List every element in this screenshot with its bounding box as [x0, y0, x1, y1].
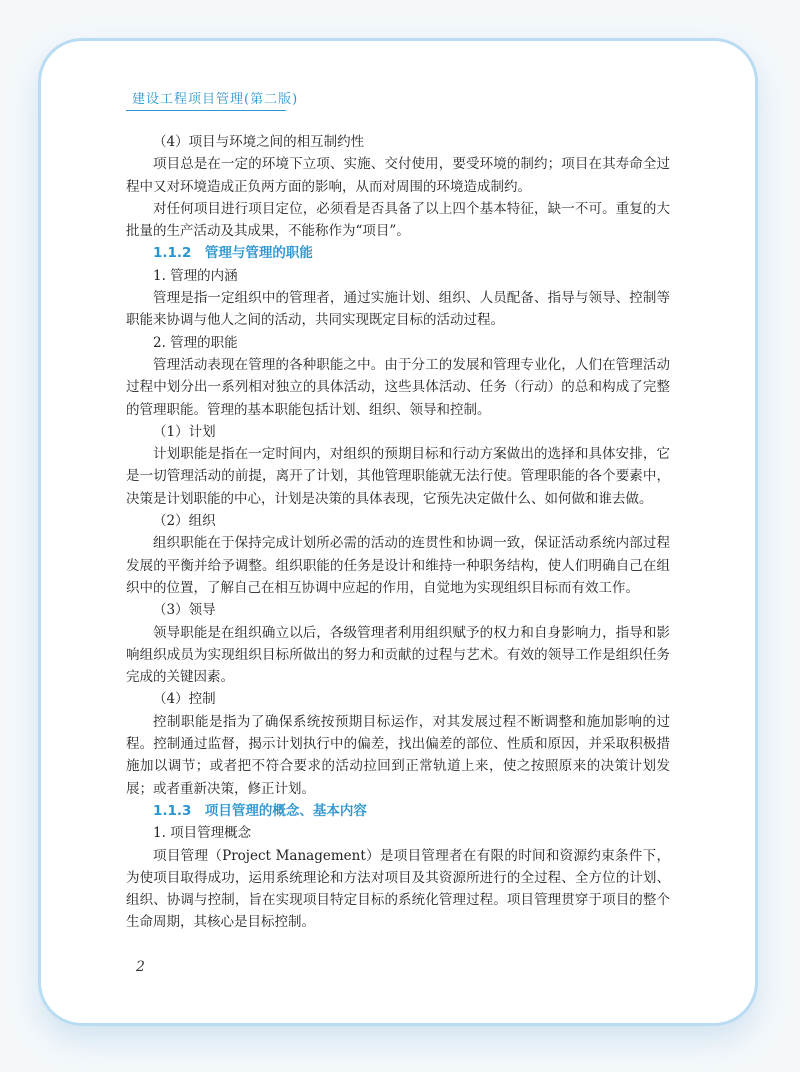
paragraph: 项目管理（Project Management）是项目管理者在有限的时间和资源约束条件下，为使项目取得成功，运用系统理论和方法对项目及其资源所进行的全过程、全方位的计划、组织、协调与控制，旨在实现项目特定目标的系统化管理过程。项目管理贯穿于项目的整个生命周期，其核心是目标控制。: [126, 847, 670, 931]
page-content: [126, 131, 670, 934]
subheading-planning: （1）计划: [153, 423, 216, 440]
subheading-management-functions: 2. 管理的职能: [153, 334, 238, 351]
section-heading-1-1-2: 1.1.2 管理与管理的职能: [153, 245, 313, 262]
running-header-title: 建设工程项目管理(第二版): [132, 92, 299, 107]
paragraph: 计划职能是指在一定时间内，对组织的预期目标和行动方案做出的选择和具体安排，它是一切管理活动的前提，离开了计划，其他管理职能就无法行使。管理职能的各个要素中，决策是计划职能的中心，计划是决策的具体表现，它预先决定做什么、如何做和谁去做。: [126, 446, 670, 507]
paragraph: 项目总是在一定的环境下立项、实施、交付使用，要受环境的制约；项目在其寿命全过程中又对环境造成正负两方面的影响，从而对周围的环境造成制约。: [126, 156, 670, 195]
page-number: 2: [136, 959, 145, 975]
subheading-organizing: （2）组织: [153, 513, 216, 530]
subheading-environment-constraint: （4）项目与环境之间的相互制约性: [153, 134, 365, 150]
paragraph: 管理是指一定组织中的管理者，通过实施计划、组织、人员配备、指导与领导、控制等职能来协调与他人之间的活动，共同实现既定目标的活动过程。: [126, 290, 670, 329]
paragraph: 领导职能是在组织确立以后，各级管理者利用组织赋予的权力和自身影响力，指导和影响组织成员为实现组织目标所做出的努力和贡献的过程与艺术。有效的领导工作是组织任务完成的关键因素。: [126, 624, 670, 686]
subheading-project-management-concept: 1. 项目管理概念: [153, 825, 252, 842]
paragraph: 对任何项目进行项目定位，必须看是否具备了以上四个基本特征，缺一不可。重复的大批量的生产活动及其成果，不能称作为“项目”。: [126, 200, 670, 240]
header-underline: [126, 110, 286, 111]
subheading-leading: （3）领导: [153, 602, 216, 619]
paragraph: 控制职能是指为了确保系统按预期目标运作，对其发展过程不断调整和施加影响的过程。控制通过监督，揭示计划执行中的偏差，找出偏差的部位、性质和原因，并采取积极措施加以调节；或者把不符合要求的活动拉回到正常轨道上来，使之按照原来的决策计划发展；或者重新决策，修正计划。: [126, 713, 670, 797]
paragraph: 组织职能在于保持完成计划所必需的活动的连贯性和协调一致，保证活动系统内部过程发展的平衡并给予调整。组织职能的任务是设计和维持一种职务结构，使人们明确自己在组织中的位置，了解自己在相互协调中应起的作用，自觉地为实现组织目标而有效工作。: [126, 535, 670, 596]
section-heading-1-1-3: 1.1.3 项目管理的概念、基本内容: [153, 802, 367, 819]
subheading-management-meaning: 1. 管理的内涵: [153, 267, 238, 284]
subheading-controlling: （4）控制: [153, 691, 216, 708]
paragraph: 管理活动表现在管理的各种职能之中。由于分工的发展和管理专业化，人们在管理活动过程中划分出一系列相对独立的具体活动，这些具体活动、任务（行动）的总和构成了完整的管理职能。管理的基本职能包括计划、组织、领导和控制。: [126, 356, 670, 418]
